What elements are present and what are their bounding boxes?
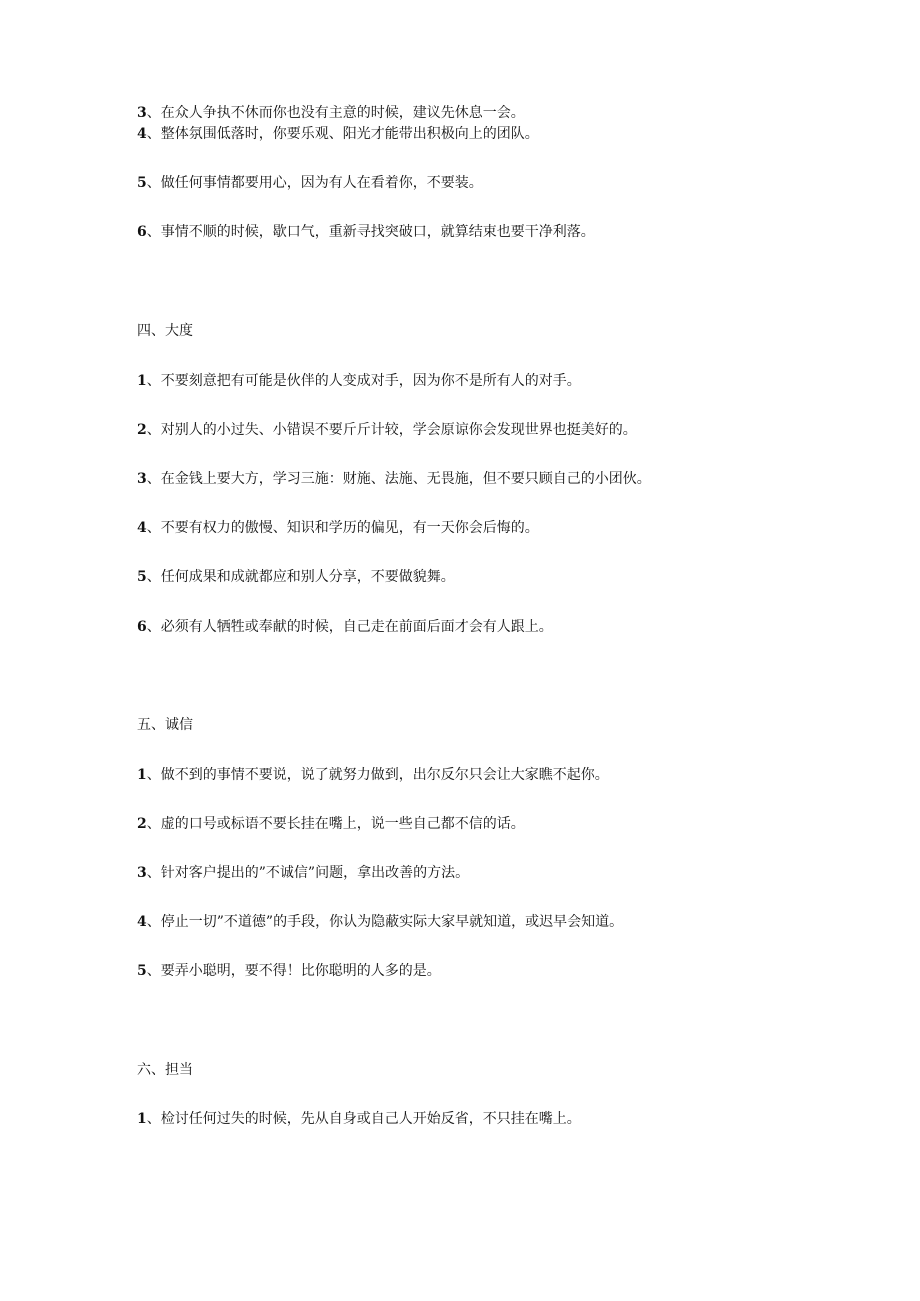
list-item — [137, 913, 623, 931]
list-item — [137, 864, 469, 882]
list-item — [137, 519, 539, 537]
item-text: 、虚的口号或标语不要长挂在嘴上，说一些自己都不信的话。 — [146, 816, 525, 832]
list-item — [137, 766, 609, 784]
item-text: 、不要刻意把有可能是伙伴的人变成对手，因为你不是所有人的对手。 — [146, 373, 581, 389]
item-text: 、针对客户提出的”不诚信”问题，拿出改善的方法。 — [146, 865, 470, 881]
item-number: 5 — [137, 569, 147, 585]
list-item — [137, 421, 637, 439]
list-item — [137, 174, 483, 192]
item-text: 、在金钱上要大方，学习三施：财施、法施、无畏施，但不要只顾自己的小团伙。 — [146, 471, 651, 487]
list-item — [137, 815, 525, 833]
list-item — [137, 223, 595, 241]
item-number: 2 — [137, 816, 147, 832]
list-item — [137, 104, 525, 122]
list-item — [137, 1110, 581, 1128]
section-heading: 五、诚信 — [137, 717, 193, 733]
item-number: 5 — [137, 963, 147, 979]
item-number: 4 — [137, 520, 147, 536]
item-number: 3 — [137, 865, 147, 881]
item-number: 1 — [137, 373, 147, 389]
item-text: 、做任何事情都要用心，因为有人在看着你，不要装。 — [146, 175, 483, 191]
list-item — [137, 125, 539, 143]
section-heading: 四、大度 — [137, 323, 193, 339]
item-text: 、检讨任何过失的时候，先从自身或自己人开始反省，不只挂在嘴上。 — [146, 1111, 581, 1127]
item-number: 6 — [137, 224, 147, 240]
item-text: 、要弄小聪明，要不得！比你聪明的人多的是。 — [146, 963, 441, 979]
item-number: 3 — [137, 105, 147, 121]
item-text: 、不要有权力的傲慢、知识和学历的偏见，有一天你会后悔的。 — [146, 520, 539, 536]
item-number: 4 — [137, 126, 147, 142]
item-number: 1 — [137, 1111, 147, 1127]
item-text: 、整体氛围低落时，你要乐观、阳光才能带出积极向上的团队。 — [146, 126, 539, 142]
item-number: 2 — [137, 422, 147, 438]
item-number: 6 — [137, 619, 147, 635]
item-text: 、事情不顺的时候，歇口气，重新寻找突破口，就算结束也要干净利落。 — [146, 224, 595, 240]
item-number: 3 — [137, 471, 147, 487]
item-text: 、对别人的小过失、小错误不要斤斤计较，学会原谅你会发现世界也挺美好的。 — [146, 422, 637, 438]
item-text: 、必须有人牺牲或奉献的时候，自己走在前面后面才会有人跟上。 — [146, 619, 553, 635]
list-item — [137, 568, 455, 586]
item-text: 、任何成果和成就都应和别人分享，不要做貌舞。 — [146, 569, 455, 585]
item-number: 5 — [137, 175, 147, 191]
list-item — [137, 470, 651, 488]
item-number: 4 — [137, 914, 147, 930]
item-text: 、停止一切”不道德”的手段，你认为隐蔽实际大家早就知道，或迟早会知道。 — [146, 914, 624, 930]
item-text: 、做不到的事情不要说，说了就努力做到，出尔反尔只会让大家瞧不起你。 — [146, 767, 609, 783]
list-item — [137, 618, 553, 636]
section-heading: 六、担当 — [137, 1062, 193, 1078]
list-item — [137, 962, 441, 980]
list-item — [137, 372, 581, 390]
item-number: 1 — [137, 767, 147, 783]
item-text: 、在众人争执不休而你也没有主意的时候，建议先休息一会。 — [146, 105, 525, 121]
